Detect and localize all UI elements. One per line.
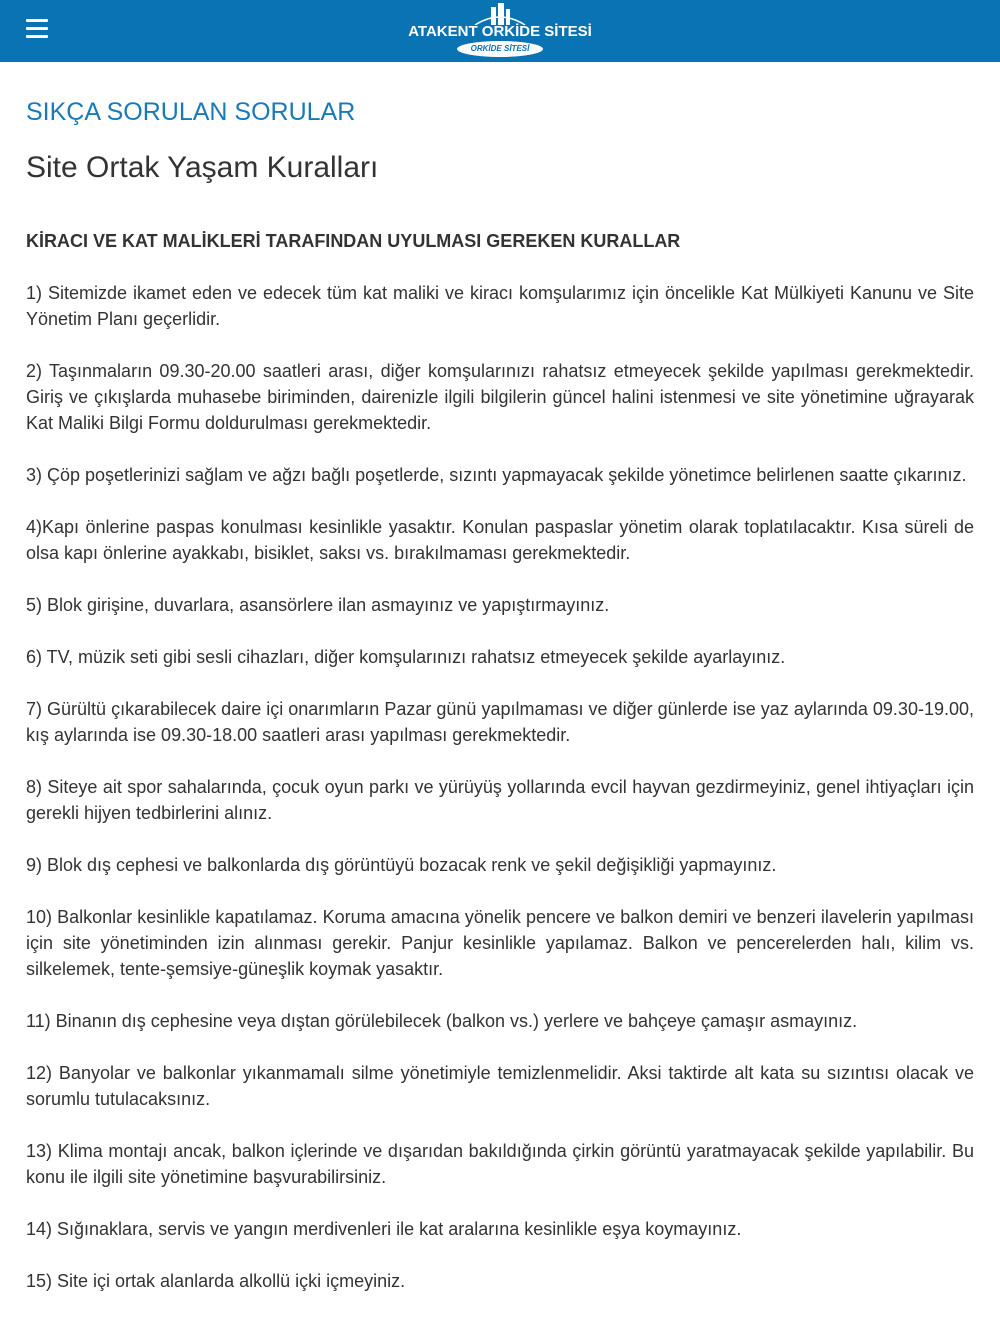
rule-item: 5) Blok girişine, duvarlara, asansörlere ilan asmayınız ve yapıştırmayınız. <box>26 595 610 615</box>
building-logo-icon <box>465 3 535 25</box>
rules-heading: KİRACI VE KAT MALİKLERİ TARAFINDAN UYULMASI GEREKEN KURALLAR <box>26 231 681 251</box>
site-logo[interactable] <box>405 3 595 59</box>
rule-item: 2) Taşınmaların 09.30-20.00 saatleri arası, diğer komşularınızı rahatsız etmeyecek şekilde yapılması gerekmektedir. Giriş ve çıkışlarda muhasebe biriminden, dairenizle ilgili bilgilerin güncel halini istenmesi ve site yönetimine uğrayarak Kat Maliki Bilgi Formu doldurulması gerekmektedir. <box>26 361 974 433</box>
logo-subtext: ORKİDE SİTESİ <box>457 41 543 57</box>
rule-item: 8) Siteye ait spor sahalarında, çocuk oyun parkı ve yürüyüş yollarında evcil hayvan gezdirmeyiniz, genel ihtiyaçları için gerekli hijyen tedbirlerini alınız. <box>26 777 974 823</box>
rules-list <box>26 280 974 1294</box>
rule-item: 12) Banyolar ve balkonlar yıkanmamalı silme yönetimiyle temizlenmelidir. Aksi taktirde alt kata su sızıntısı olacak ve sorumlu tutulacaksınız. <box>26 1063 974 1109</box>
rule-item: 1) Sitemizde ikamet eden ve edecek tüm kat maliki ve kiracı komşularımız için öncelikle Kat Mülkiyeti Kanunu ve Site Yönetim Planı geçerlidir. <box>26 283 974 329</box>
rule-item: 14) Sığınaklara, servis ve yangın merdivenleri ile kat aralarına kesinlikle eşya koymayınız. <box>26 1219 742 1239</box>
menu-bar-line <box>26 35 48 38</box>
rule-item: 9) Blok dış cephesi ve balkonlarda dış görüntüyü bozacak renk ve şekil değişikliği yapmayınız. <box>26 855 777 875</box>
rule-item: 6) TV, müzik seti gibi sesli cihazları, diğer komşularınızı rahatsız etmeyecek şekilde ayarlayınız. <box>26 647 786 667</box>
logo-text: ATAKENT ORKİDE SİTESİ <box>408 23 592 40</box>
rule-item: 4)Kapı önlerine paspas konulması kesinlikle yasaktır. Konulan paspaslar yönetim olarak toplatılacaktır. Kısa süreli de olsa kapı önlerine ayakkabı, bisiklet, saksı vs. bırakılmaması gerekmektedir. <box>26 517 974 563</box>
rule-item: 10) Balkonlar kesinlikle kapatılamaz. Koruma amacına yönelik pencere ve balkon demiri ve benzeri ilavelerin yapılması için site yönetiminden izin alınması gerekir. Panjur kesinlikle yapılamaz. Balkon ve pencerelerden halı, kilim vs. silkelemek, tente-şemsiye-güneşlik koymak yasaktır. <box>26 907 974 979</box>
top-navigation-bar <box>0 0 1000 62</box>
page-title: Site Ortak Yaşam Kuralları <box>26 151 379 184</box>
rule-item: 3) Çöp poşetlerinizi sağlam ve ağzı bağlı poşetlerde, sızıntı yapmayacak şekilde yönetimce belirlenen saatte çıkarınız. <box>26 465 967 485</box>
hamburger-menu-icon[interactable] <box>26 19 48 41</box>
main-content <box>26 92 974 1294</box>
rule-item: 7) Gürültü çıkarabilecek daire içi onarımların Pazar günü yapılmaması ve diğer günlerde ise yaz aylarında 09.30-19.00, kış aylarında ise 09.30-18.00 saatleri arası yapılması gerekmektedir. <box>26 699 974 745</box>
menu-bar-line <box>26 27 48 30</box>
rule-item: 11) Binanın dış cephesine veya dıştan görülebilecek (balkon vs.) yerlere ve bahçeye çamaşır asmayınız. <box>26 1011 858 1031</box>
rule-item: 13) Klima montajı ancak, balkon içlerinde ve dışarıdan bakıldığında çirkin görüntü yaratmayacak şekilde yapılabilir. Bu konu ile ilgili site yönetimine başvurabilirsiniz. <box>26 1141 974 1187</box>
rule-item: 15) Site içi ortak alanlarda alkollü içki içmeyiniz. <box>26 1271 406 1291</box>
menu-bar-line <box>26 19 48 22</box>
section-title: SIKÇA SORULAN SORULAR <box>26 98 356 126</box>
